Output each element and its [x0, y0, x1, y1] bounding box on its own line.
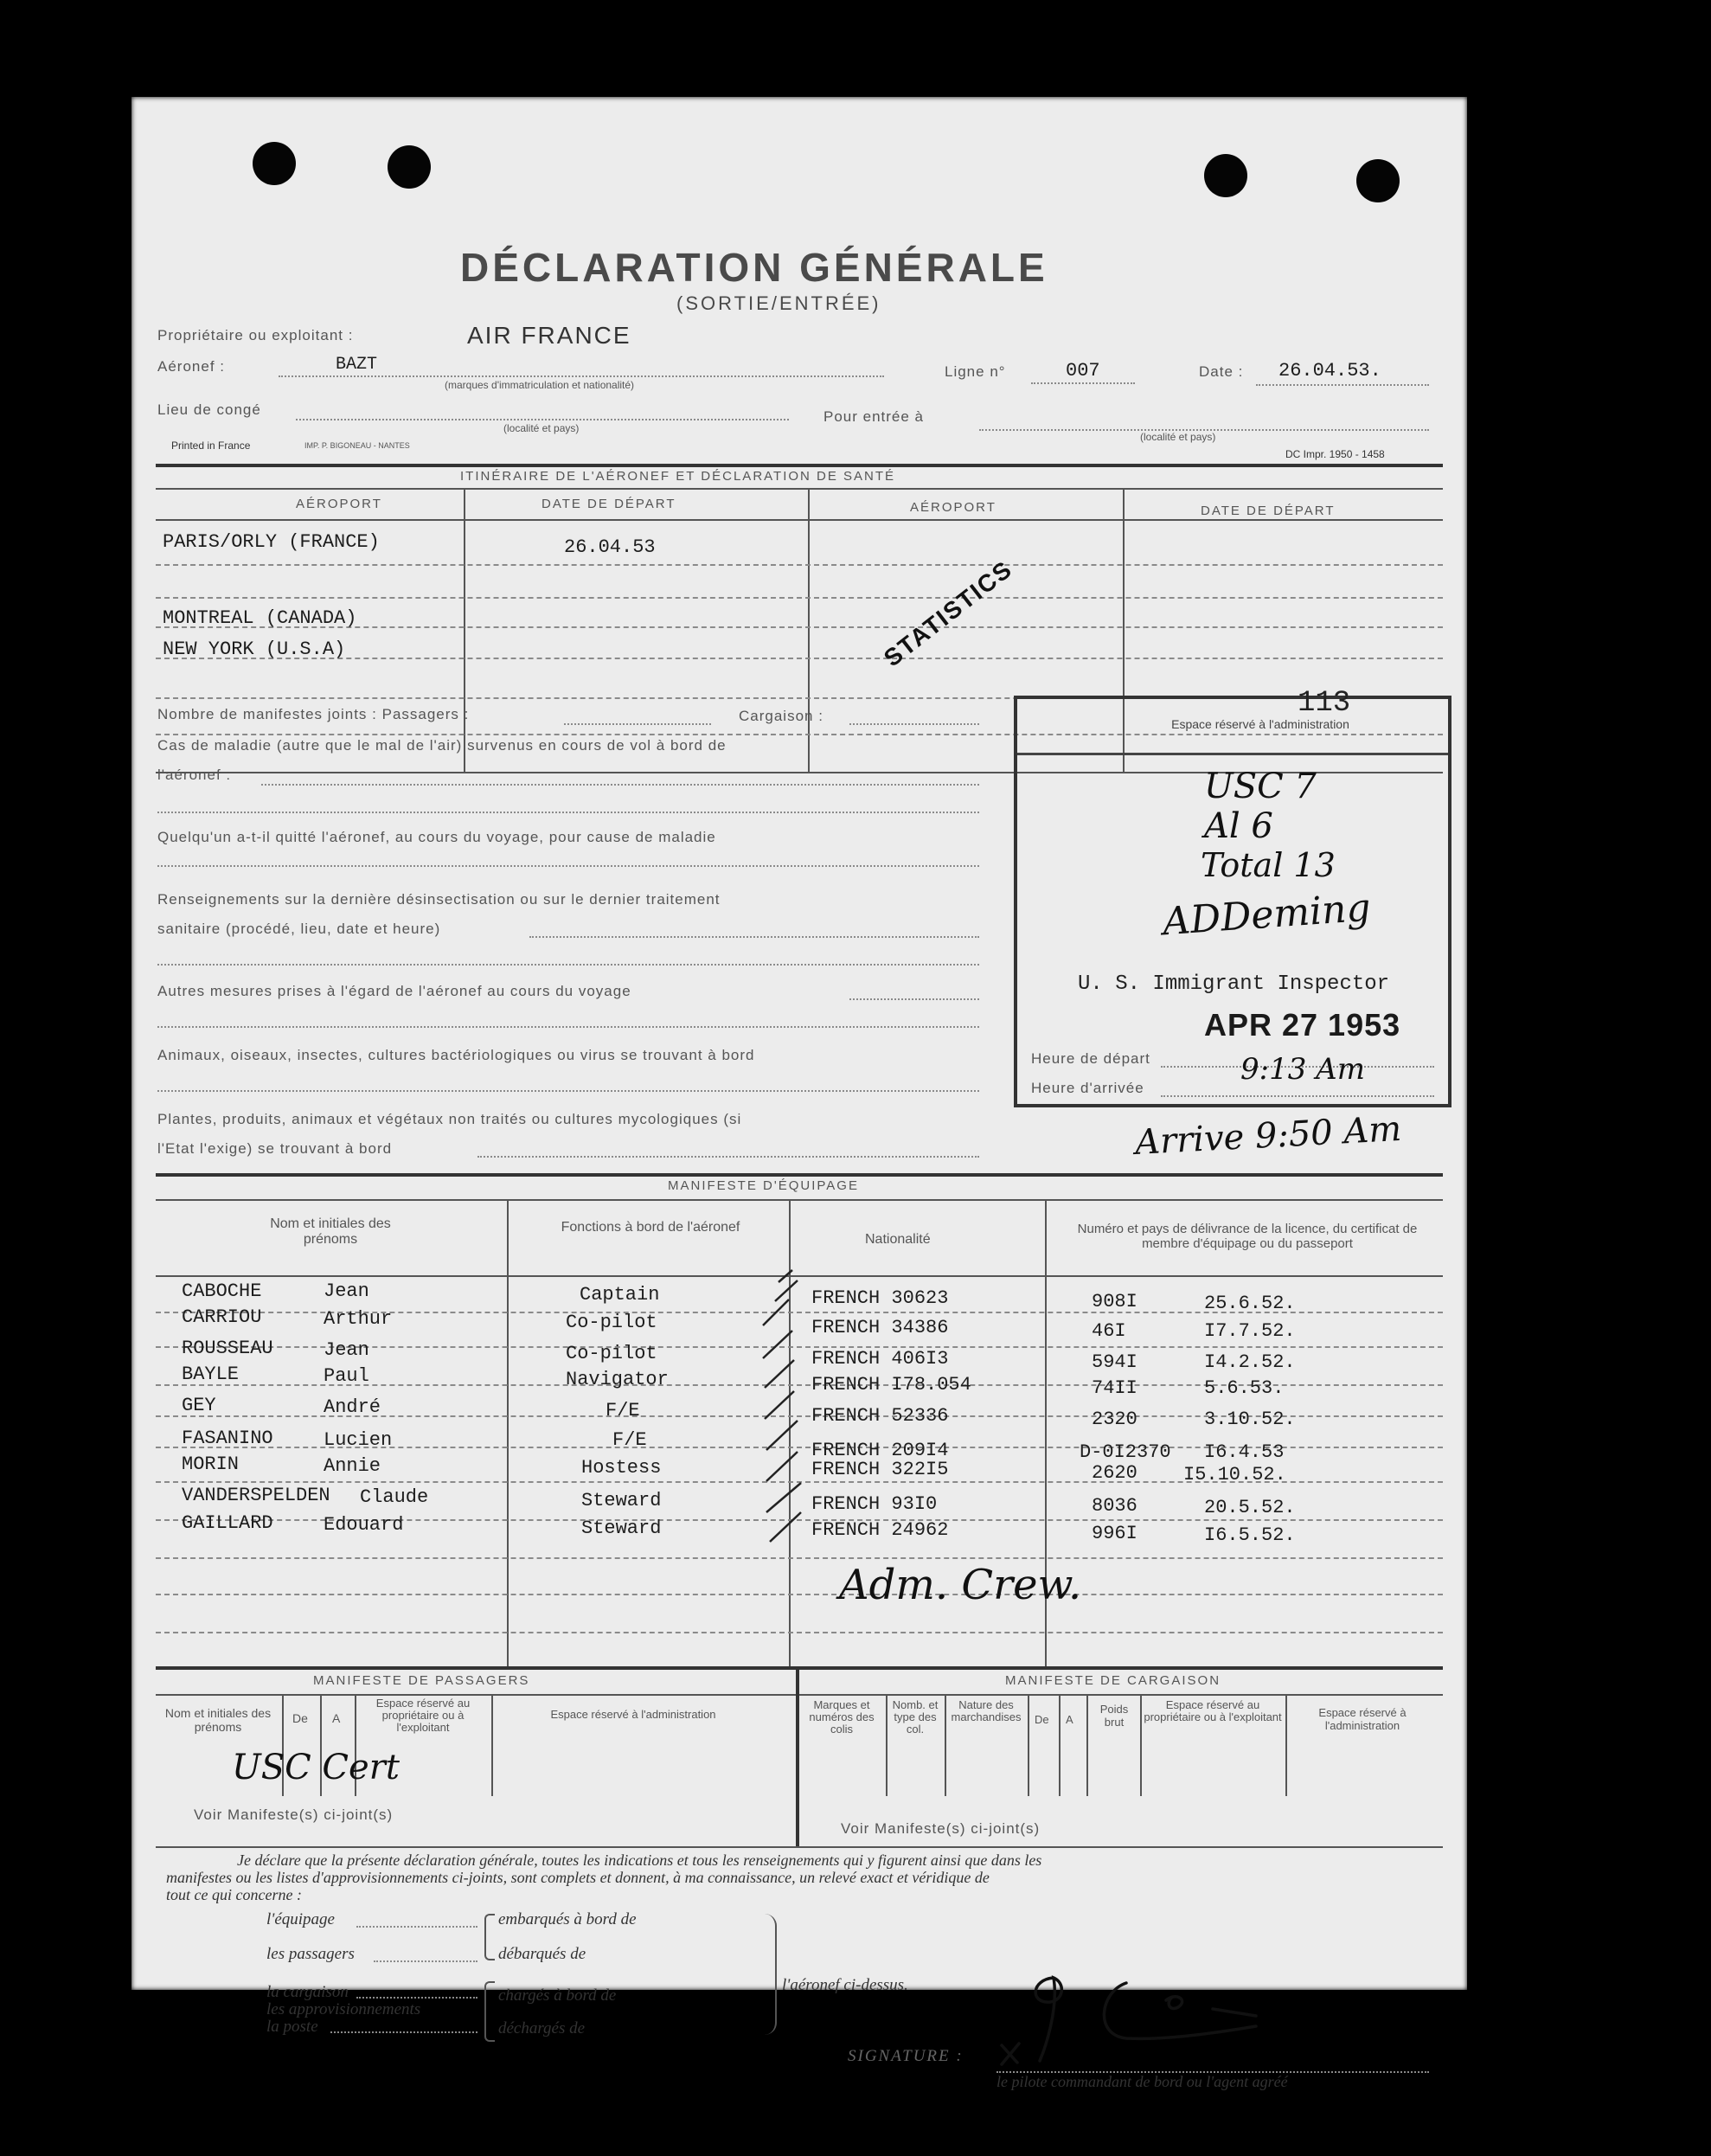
decl-approvisionnements: les approvisionnements [266, 2000, 421, 2018]
crew-first-name: Claude [360, 1486, 429, 1508]
quitte-text: Quelqu'un a-t-il quitté l'aéronef, au cours du voyage, pour cause de maladie [157, 829, 716, 845]
form-ref: DC Impr. 1950 - 1458 [1285, 448, 1385, 460]
crew-first-name: Jean [324, 1339, 369, 1361]
signature-role: le pilote commandant de bord ou l'agent agréé [996, 2073, 1288, 2090]
plantes-text-2: l'Etat l'exige) se trouvant à bord [157, 1140, 393, 1157]
cargaison-label: Cargaison : [739, 708, 823, 724]
crew-licence-date: 25.6.52. [1204, 1293, 1296, 1314]
crew-role: Hostess [581, 1457, 662, 1479]
crew-col-licence: Numéro et pays de délivrance de la licence, du certificat de membre d'équipage ou du passeport [1077, 1222, 1418, 1251]
decl-charges: chargés à bord de [498, 1986, 617, 2005]
crew-licence-date: I4.2.52. [1204, 1351, 1296, 1373]
cargo-col-nature: Nature des marchandises [951, 1698, 1022, 1723]
check-marks [728, 1265, 815, 1559]
punch-hole [253, 142, 296, 185]
inspector-signature: ADDeming [1161, 885, 1373, 945]
pax-col-nom: Nom et initiales des prénoms [164, 1706, 272, 1734]
decl-decharges: déchargés de [498, 2019, 586, 2037]
form-sheet [131, 97, 1467, 2090]
crew-licence-number: 594I [1092, 1351, 1137, 1373]
crew-hw-note: Adm. Crew. [839, 1561, 1082, 1609]
itinerary-title: ITINÉRAIRE DE L'AÉRONEF ET DÉCLARATION DE SANTÉ [460, 469, 896, 484]
crew-last-name: ROUSSEAU [182, 1338, 273, 1359]
declaration-text-2: manifestes ou les listes d'approvisionnements ci-joints, sont complets et donnent, à ma connaissance, un relevé exact et véridique de [166, 1869, 990, 1886]
heure-arrivee-label: Heure d'arrivée [1031, 1080, 1144, 1096]
decl-passagers: les passagers [266, 1945, 355, 1963]
crew-licence-number: D-0I2370 [1080, 1441, 1171, 1463]
decl-equipage: l'équipage [266, 1910, 335, 1928]
ligne-label: Ligne n° [945, 363, 1006, 380]
cargo-col-de: De [1035, 1713, 1049, 1726]
desinsect-text: Renseignements sur la dernière désinsectisation ou sur le dernier traitement [157, 891, 721, 908]
pour-entree-label: Pour entrée à [823, 408, 925, 425]
decl-embarques: embarqués à bord de [498, 1910, 637, 1928]
localite-note: (localité et pays) [503, 422, 580, 434]
aeronef-value: BAZT [336, 355, 378, 375]
passengers-title: MANIFESTE DE PASSAGERS [313, 1673, 530, 1688]
crew-licence-number: 74II [1092, 1377, 1137, 1399]
crew-last-name: MORIN [182, 1453, 240, 1475]
crew-role: F/E [612, 1429, 647, 1451]
itinerary-airport-3: NEW YORK (U.S.A) [163, 638, 346, 660]
crew-first-name: André [324, 1396, 381, 1418]
form-subtitle: (SORTIE/ENTRÉE) [676, 292, 881, 314]
pax-col-de: De [292, 1711, 308, 1725]
crew-licence-number: 996I [1092, 1523, 1137, 1544]
inspector-title: U. S. Immigrant Inspector [1078, 972, 1390, 996]
crew-role: Co-pilot [566, 1312, 657, 1333]
pilot-signature [996, 1966, 1343, 2069]
pax-hw-note: USC Cert [232, 1748, 400, 1787]
crew-licence-date: I6.4.53 [1204, 1441, 1285, 1463]
pax-col-espace-exp: Espace réservé au propriétaire ou à l'exploitant [375, 1697, 471, 1734]
cargo-col-espace-adm: Espace réservé à l'administration [1318, 1706, 1407, 1732]
crew-nationality: FRENCH 93I0 [811, 1493, 938, 1515]
punch-hole [1204, 154, 1247, 197]
crew-first-name: Annie [324, 1455, 381, 1477]
date-value: 26.04.53. [1278, 360, 1381, 382]
crew-licence-date: 5.6.53. [1204, 1377, 1285, 1399]
crew-role: Captain [580, 1284, 660, 1306]
pax-col-a: A [332, 1711, 341, 1725]
manifestes-label: Nombre de manifestes joints : Passagers : [157, 706, 470, 722]
crew-licence-number: 2620 [1092, 1462, 1137, 1484]
col-date-depart-2: DATE DE DÉPART [1201, 504, 1336, 518]
admin-title: Espace réservé à l'administration [1171, 717, 1349, 731]
ligne-value: 007 [1066, 360, 1100, 382]
signature-label: SIGNATURE : [848, 2047, 964, 2065]
proprietaire-label: Propriétaire ou exploitant : [157, 327, 354, 343]
crew-licence-date: I5.10.52. [1183, 1464, 1286, 1485]
crew-last-name: GAILLARD [182, 1512, 273, 1534]
crew-nationality: FRENCH 406I3 [811, 1348, 949, 1370]
declaration-text-3: tout ce qui concerne : [166, 1886, 302, 1903]
col-aeroport: AÉROPORT [296, 497, 382, 511]
admin-hw-line1: USC 7 [1204, 767, 1317, 806]
plantes-text: Plantes, produits, animaux et végétaux non traités ou cultures mycologiques (si [157, 1111, 742, 1127]
crew-nationality: FRENCH 52336 [811, 1405, 949, 1427]
cargo-col-nomb: Nomb. et type des col. [892, 1698, 939, 1736]
crew-licence-number: 2320 [1092, 1408, 1137, 1430]
crew-nationality: FRENCH 34386 [811, 1317, 949, 1338]
desinsect-text-2: sanitaire (procédé, lieu, date et heure) [157, 921, 441, 937]
animaux-text: Animaux, oiseaux, insectes, cultures bactériologiques ou virus se trouvant à bord [157, 1047, 755, 1063]
marques-note: (marques d'immatriculation et nationalité) [445, 379, 635, 391]
crew-last-name: CARRIOU [182, 1306, 262, 1328]
crew-licence-date: 3.10.52. [1204, 1408, 1296, 1430]
cargo-title: MANIFESTE DE CARGAISON [1005, 1673, 1221, 1688]
localite-note-2: (localité et pays) [1140, 431, 1216, 443]
decl-aeronef-ci-dessus: l'aéronef ci-dessus. [782, 1976, 908, 1994]
crew-first-name: Edouard [324, 1514, 404, 1536]
crew-col-fonction: Fonctions à bord de l'aéronef [561, 1220, 740, 1235]
crew-col-nom: Nom et initiales des prénoms [270, 1216, 391, 1247]
maladie-text-2: l'aéronef : [157, 767, 232, 783]
admin-hw-line3: Total 13 [1201, 846, 1336, 884]
crew-licence-date: I6.5.52. [1204, 1524, 1296, 1546]
heure-depart-value: 9:13 Am [1240, 1052, 1365, 1087]
declaration-text-1: Je déclare que la présente déclaration générale, toutes les indications et tous les renseignements qui y figurent ainsi que dans les [237, 1851, 1042, 1869]
itinerary-airport-1: PARIS/ORLY (FRANCE) [163, 531, 380, 553]
col-aeroport-2: AÉROPORT [910, 500, 996, 515]
cargo-col-a: A [1066, 1713, 1073, 1726]
crew-last-name: BAYLE [182, 1364, 240, 1385]
col-date-depart: DATE DE DÉPART [541, 497, 676, 511]
autres-mesures-text: Autres mesures prises à l'égard de l'aéronef au cours du voyage [157, 983, 631, 999]
crew-role: Co-pilot [566, 1343, 657, 1364]
crew-licence-number: 908I [1092, 1291, 1137, 1312]
decl-poste: la poste [266, 2018, 318, 2036]
crew-first-name: Lucien [324, 1429, 393, 1451]
imprimerie: IMP. P. BIGONEAU - NANTES [304, 441, 410, 450]
decl-cargaison: la cargaison [266, 1983, 349, 2001]
punch-hole [388, 145, 431, 189]
itinerary-date-1: 26.04.53 [564, 536, 656, 558]
crew-first-name: Paul [324, 1365, 369, 1387]
crew-first-name: Arthur [324, 1308, 393, 1330]
heure-depart-label: Heure de départ [1031, 1050, 1150, 1067]
crew-nationality: FRENCH 24962 [811, 1519, 949, 1541]
printed-in-france: Printed in France [171, 440, 251, 452]
crew-nationality: FRENCH 322I5 [811, 1459, 949, 1480]
decl-debarques: débarqués de [498, 1945, 586, 1963]
crew-col-nationalite: Nationalité [865, 1232, 931, 1247]
crew-role: Steward [581, 1518, 662, 1539]
crew-licence-number: 46I [1092, 1320, 1126, 1342]
crew-licence-number: 8036 [1092, 1495, 1137, 1517]
aeronef-label: Aéronef : [157, 358, 225, 375]
crew-last-name: GEY [182, 1395, 216, 1416]
crew-role: Steward [581, 1490, 662, 1511]
lieu-conge-label: Lieu de congé [157, 401, 261, 418]
arrival-note: Arrive 9:50 Am [1134, 1108, 1403, 1164]
itinerary-airport-2: MONTREAL (CANADA) [163, 607, 357, 629]
crew-licence-date: I7.7.52. [1204, 1320, 1296, 1342]
date-stamp: APR 27 1953 [1204, 1007, 1401, 1043]
crew-role: F/E [606, 1400, 640, 1421]
crew-nationality: FRENCH 209I4 [811, 1440, 949, 1461]
crew-nationality: FRENCH I78.054 [811, 1374, 971, 1396]
cargo-col-espace-exp: Espace réservé au propriétaire ou à l'exploitant [1144, 1698, 1282, 1723]
crew-licence-date: 20.5.52. [1204, 1497, 1296, 1518]
crew-first-name: Jean [324, 1280, 369, 1302]
cargo-voir-manifeste: Voir Manifeste(s) ci-joint(s) [841, 1820, 1041, 1837]
form-title: DÉCLARATION GÉNÉRALE [460, 245, 1048, 290]
crew-title: MANIFESTE D'ÉQUIPAGE [668, 1178, 859, 1193]
statistics-stamp: STATISTICS [879, 555, 1018, 672]
pax-col-espace-adm: Espace réservé à l'administration [550, 1708, 716, 1721]
punch-hole [1356, 159, 1400, 202]
crew-last-name: VANDERSPELDEN [182, 1485, 330, 1506]
crew-nationality: FRENCH 30623 [811, 1287, 949, 1309]
crew-role: Navigator [566, 1369, 669, 1390]
date-label: Date : [1199, 363, 1244, 380]
maladie-text: Cas de maladie (autre que le mal de l'air) survenus en cours de vol à bord de [157, 737, 727, 754]
crew-last-name: CABOCHE [182, 1280, 262, 1302]
crew-last-name: FASANINO [182, 1428, 273, 1449]
admin-number: 113 [1298, 687, 1351, 720]
proprietaire-value: AIR FRANCE [467, 322, 631, 349]
cargo-col-poids: Poids brut [1099, 1703, 1129, 1729]
cargo-col-marques: Marques et numéros des colis [809, 1698, 875, 1736]
pax-voir-manifeste: Voir Manifeste(s) ci-joint(s) [194, 1806, 394, 1823]
admin-hw-line2: Al 6 [1204, 806, 1273, 846]
